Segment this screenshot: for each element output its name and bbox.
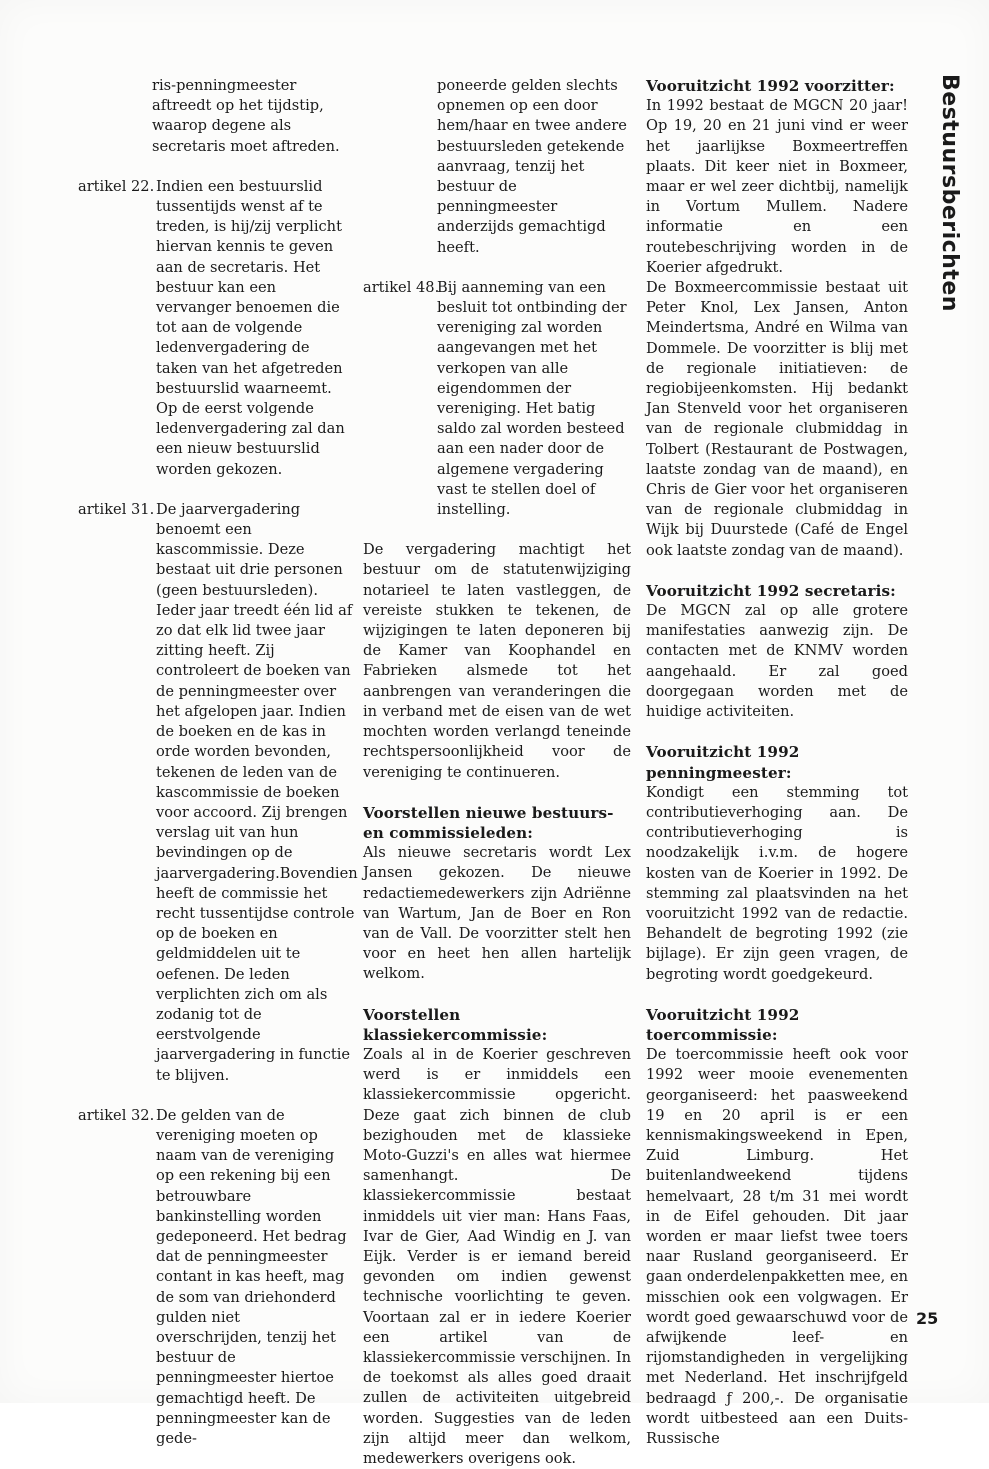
section-heading: Voorstellen klassiekercommissie: [363, 1005, 548, 1044]
section-heading: Vooruitzicht 1992 toercommissie: [646, 1005, 800, 1044]
column-3 [646, 76, 908, 1449]
body-paragraph: De Boxmeercommissie bestaat uit Peter Knol, Lex Jansen, Anton Meindertsma, André en Wilma van Dommele. De voorzitter is blij met de regionale initiatieven: de regiobijeenkomsten. Hij bedankt Jan Stenveld voor het organiseren van de regionale clubmiddag in Tolbert (Restaurant de Postwagen, laatste zondag van de maand), en Chris de Gier voor het organiseren van de regionale clubmiddag in Wijk bij Duurstede (Café de Engel ook laatste zondag van de maand). [646, 279, 908, 559]
article-text: Op de eerst volgende ledenvergadering zal dan een nieuw bestuurslid worden gekozen. [156, 400, 345, 478]
body-paragraph: Kondigt een stemming tot contributieverhoging aan. De contributieverhoging is noodzakelijk i.v.m. de hogere kosten van de Koerier in 1992. De stemming zal plaatsvinden na het vooruitzicht 1992 van de redactie. Behandelt de begroting 1992 (zie bijlage). Er zijn geen vragen, de begroting wordt goedgekeurd. [646, 783, 908, 983]
article-number: artikel 32. [78, 1106, 155, 1124]
page-number: 25 [916, 1309, 939, 1328]
article-text: De gelden van de vereniging moeten op naam van de vereniging op een rekening bij een betrouwbare bankinstelling worden gedeponeerd. Het bedrag dat de penningmeester contant in kas heeft, mag de som van driehonderd gulden niet overschrijden, tenzij het bestuur de penningmeester hiertoe gemachtigd heeft. De penningmeester kan de gede- [156, 1106, 347, 1447]
article-text: De jaarvergadering benoemt een kascommissie. Deze bestaat uit drie personen (geen bestuursleden). Ieder jaar treedt één lid af zo dat elk lid twee jaar zitting heeft. Zij controleert de boeken van de penningmeester over het afgelopen jaar. Indien de boeken en de kas in orde worden bevonden, tekenen de leden van de kascommissie de boeken voor accoord. Zij brengen verslag uit van hun bevindingen op de jaarvergadering.Bovendien heeft de commissie het recht tussentijdse controle op de boeken en geldmiddelen uit te oefenen. De leden verplichten zich om als zodanig tot de eerstvolgende jaarvergadering in functie te blijven. [156, 500, 358, 1084]
body-paragraph: In 1992 bestaat de MGCN 20 jaar! Op 19, 20 en 21 juni vind er weer het jaarlijkse Boxmeertreffen plaats. Dit keer niet in Boxmeer, maar er wel zeer dichtbij, namelijk in Vortum Mullem. Nadere informatie en een routebeschrijving worden in de Koerier afgedrukt. [646, 97, 908, 276]
body-paragraph: De vergadering machtigt het bestuur om de statutenwijziging notarieel te laten vastleggen, de vereiste stukken te tekenen, de wijzigingen te laten deponeren bij de Kamer van Koophandel en Fabrieken alsmede tot het aanbrengen van veranderingen die in verband met de eisen van de wet mochten worden verlangd teneinde rechtspersoonlijkheid voor de vereniging te continueren. [363, 541, 631, 781]
article-48 [363, 278, 631, 520]
section-heading: Vooruitzicht 1992 secretaris: [646, 581, 896, 600]
section-heading: Voorstellen nieuwe bestuurs- en commissieleden: [363, 803, 614, 842]
article-text: Indien een bestuurslid tussentijds wenst af te treden, is hij/zij verplicht hiervan kennis te geven aan de secretaris. Het bestuur kan een vervanger benoemen die tot aan de volgende ledenvergadering de taken van het afgetreden bestuurslid waarneemt. [156, 177, 343, 397]
article-number: artikel 48. [363, 278, 440, 296]
article-22 [78, 177, 350, 480]
body-paragraph: De toercommissie heeft ook voor 1992 weer mooie evenementen georganiseerd: het paasweekend 19 en 20 april is er een kennismakingsweekend in Epen, Zuid Limburg. Het buitenlandweekend tijdens hemelvaart, 28 t/m 31 mei wordt in de Eifel gehouden. Dit jaar worden er maar liefst twee toers naar Rusland georganiseerd. Er gaan onderdelenpakketten mee, en misschien ook een volgwagen. Er wordt goed gewaarschuwd voor de afwijkende leef- en rijomstandigheden in vergelijking met Nederland. Het inschrijfgeld bedraagd ƒ 200,-. De organisatie wordt uitbesteed aan een Duits-Russische [646, 1046, 908, 1447]
column-2 [363, 76, 631, 1469]
article-number: artikel 31. [78, 500, 155, 518]
section-title-vertical: Bestuursberichten [937, 74, 962, 312]
article-32 [78, 1106, 350, 1449]
column-1 [78, 76, 358, 1469]
article-31 [78, 500, 358, 1086]
article-text: Bij aanneming van een besluit tot ontbinding der vereniging zal worden aangevangen met het verkopen van alle eigendommen der vereniging. Het batig saldo zal worden besteed aan een nader door de algemene vergadering vast te stellen doel of instelling. [437, 278, 627, 519]
article-text: poneerde gelden slechts opnemen op een door hem/haar en twee andere bestuursleden getekende aanvraag, tenzij het bestuur de penningmeester anderzijds gemachtigd heeft. [437, 77, 627, 256]
section-heading: Vooruitzicht 1992 voorzitter: [646, 77, 895, 95]
article-continuation [78, 76, 350, 157]
body-paragraph: De MGCN zal op alle grotere manifestaties aanwezig zijn. De contacten met de KNMV worden aangehaald. Er zal goed doorgegaan worden met de huidige activiteiten. [646, 602, 908, 721]
body-paragraph: Als nieuwe secretaris wordt Lex Jansen gekozen. De nieuwe redactiemedewerkers zijn Adriënne van Wartum, Jan de Boer en Ron van de Vall. De voorzitter stelt hen voor en heet hen allen hartelijk welkom. [363, 844, 631, 983]
article-text: ris-penningmeester aftreedt op het tijdstip, waarop degene als secretaris moet aftreden. [152, 77, 340, 155]
article-continuation [363, 76, 631, 258]
section-heading: Vooruitzicht 1992 penningmeester: [646, 743, 800, 782]
article-number: artikel 22. [78, 177, 155, 195]
body-paragraph: Zoals al in de Koerier geschreven werd is er inmiddels een klassiekercommissie opgericht. Deze gaat zich binnen de club bezighouden met de klassieke Moto-Guzzi's en alles wat hiermee samenhangt. De klassiekercommissie bestaat inmiddels uit vier man: Hans Faas, Ivar de Gier, Aad Windig en J. van Eijk. Verder is er iemand bereid gevonden om indien gewenst technische voorlichting te geven. Voortaan zal er in iedere Koerier een artikel van de klassiekercommissie verschijnen. In de toekomst als alles goed draait zullen de activiteiten uitgebreid worden. Suggesties van de leden zijn altijd meer dan welkom, medewerkers overigens ook. [363, 1045, 631, 1467]
